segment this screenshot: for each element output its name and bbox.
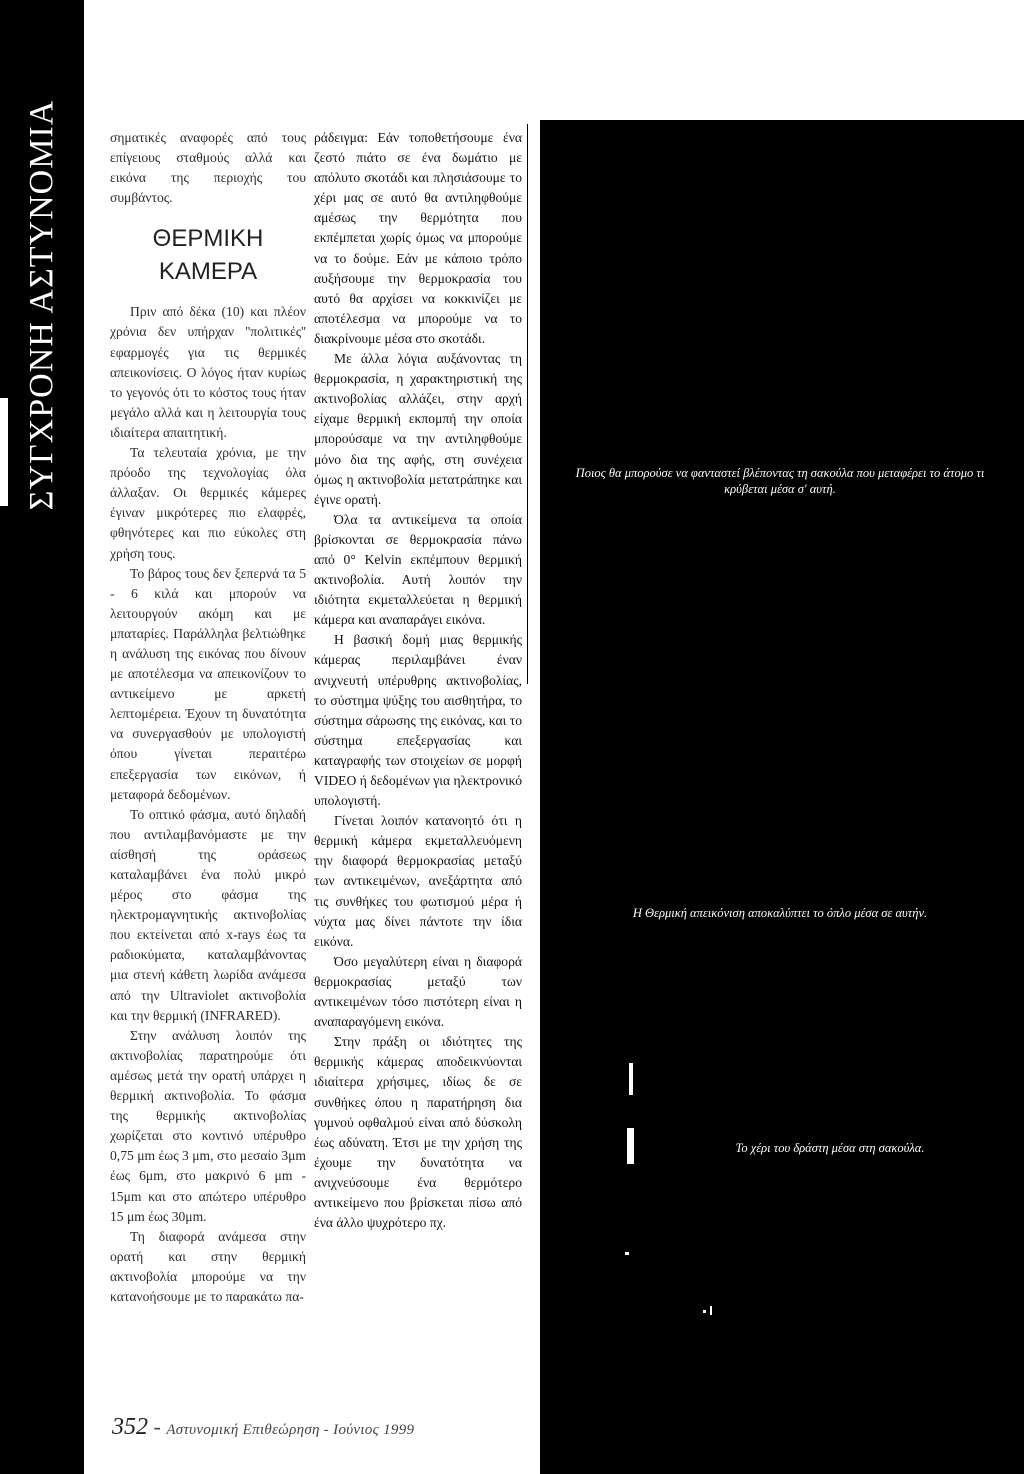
intro-paragraph: σηματικές αναφορές από τους επίγειους σταθμούς αλλά και εικόνα της περιοχής του συμβάντος. [110,130,306,206]
paragraph: Το βάρος τους δεν ξεπερνά τα 5 - 6 κιλά και μπορούν να λειτουργούν ακόμη και με μπαταρίες. Παράλληλα βελτιώθηκε η ανάλυση της εικόνας που δίνουν με αποτέλεσμα να απεικονίζουν το αντικείμενο με αρκετή λεπτομέρεια. Έχουν τη δυνατότητα να συνεργασθούν με υπολογιστή όπου γίνεται περαιτέρω επεξεργασία των εικόνων, ή μεταφορά δεδομένων. [110,565,306,802]
photo-panel [540,120,1024,1474]
section-sidebar [0,0,84,1474]
paragraph: Στην πράξη οι ιδιότητες της θερμικής κάμερας αποδεικνύονται ιδιαίτερα χρήσιμες, ιδίως δε σε συνθήκες όπου η παρατήρηση δια γυμνού οφθαλμού είναι από δύσκολη έως αδύνατη. Έτσι με την χρήση της έχουμε την δυνατότητα να ανιχνεύσουμε ένα θερμότερο αντικείμενο που βρίσκεται πίσω από ένα άλλο ψυχρότερο πχ. [314,1034,522,1231]
article-heading [110,222,306,288]
photo-caption-1: Ποιος θα μπορούσε να φανταστεί βλέποντας τη σακούλα που μεταφέρει το άτομο τι κρύβεται μέσα σ' αυτή. [575,466,985,496]
article-column-1 [110,128,306,1307]
paragraph: Γίνεται λοιπόν κατανοητό ότι η θερμική κάμερα εκμεταλλευόμενη την διαφορά θερμοκρασίας μεταξύ των αντικειμένων, ανεξάρτητα από τις συνθήκες του φωτισμού μέρα ή νύχτα μας δίνει πάντοτε την ίδια εικόνα. [314,813,522,949]
publication-source: Αστυνομική Επιθεώρηση - Ιούνιος 1999 [166,1422,415,1438]
photo-caption-2: Η Θερμική απεικόνιση αποκαλύπτει το όπλο μέσα σε αυτήν. [632,906,928,920]
section-title: ΣΥΓΧΡΟΝΗ ΑΣΤΥΝΟΜΙΑ [23,99,60,511]
paragraph: Στην ανάλυση λοιπόν της ακτινοβολίας παρατηρούμε ότι αμέσως μετά την ορατή υπάρχει η θερμική ακτινοβολία. Το φάσμα της θερμικής ακτινοβολίας χωρίζεται στο κοντινό υπέρυθρο 0,75 μm έως 3 μm, στο μεσαίο 3μm έως 6μm, στο μακρινό 6 μm - 15μm και στο απώτερο υπέρυθρο 15 μm έως 30μm. [110,1027,306,1224]
paragraph: ράδειγμα: Εάν τοποθετήσουμε ένα ζεστό πιάτο σε ένα δωμάτιο με απόλυτο σκοτάδι και πλησιάσουμε το χέρι μας σε αυτό θα αντιληφθούμε αμέσως την θερμότητα που εκπέμπεται χωρίς όμως να μπορούμε να το δούμε. Εάν με κάποιο τρόπο αυξήσουμε την θερμοκρασία του αυτό θα αρχίσει να κοκκινίζει με αποτέλεσμα να μπορούμε να το διακρίνουμε μέσα στο σκοτάδι. [314,130,522,346]
column-divider [527,124,528,684]
paragraph: Η βασική δομή μιας θερμικής κάμερας περιλαμβάνει έναν ανιχνευτή υπέρυθρης ακτινοβολίας, το σύστημα ψύξης του αισθητήρα, το σύστημα σάρωσης της εικόνας, και το σύστημα επεξεργασίας και καταγραφής των στοιχείων σε μορφή VIDEO ή δεδομένων για ηλεκτρονικό υπολογιστή. [314,632,522,809]
photo-highlight [629,1063,633,1095]
paragraph: Πριν από δέκα (10) και πλέον χρόνια δεν υπήρχαν ''πολιτικές'' εφαρμογές για τις θερμικές απεικονίσεις. Ο λόγος ήταν κυρίως το γεγονός ότι το κόστος τους ήταν μεγάλο αλλά και η λειτουργία τους ιδιαίτερα απαιτητική. [110,304,306,440]
paragraph: Τη διαφορά ανάμεσα στην ορατή και στην θερμική ακτινοβολία μπορούμε να την κατανοήσουμε με το παρακάτω πα- [110,1228,306,1304]
photo-highlight [703,1310,706,1313]
page-footer [112,1414,414,1441]
sidebar-tick [0,398,8,506]
footer-separator: - [148,1414,167,1439]
photo-highlight [627,1128,634,1164]
paragraph: Το οπτικό φάσμα, αυτό δηλαδή που αντιλαμβανόμαστε με την αίσθησή της οράσεως καταλαμβάνει ένα πολύ μικρό μέρος στο φάσμα της ηλεκτρομαγνητικής ακτινοβολίας που εκτείνεται από x-rays έως τα ραδιοκύματα, καταλαμβάνοντας μια στενή κάθετη λωρίδα ανάμεσα από την Ultraviolet ακτινοβολία και την θερμική (INFRARED). [110,806,306,1023]
photo-highlight [625,1252,629,1255]
paragraph: Τα τελευταία χρόνια, με την πρόοδο της τεχνολογίας όλα άλλαξαν. Οι θερμικές κάμερες έγιναν μικρότερες πιο ελαφρές, φθηνότερες και πιο εύκολες στη χρήση τους. [110,445,306,561]
heading-line-1: ΘΕΡΜΙΚΗ [152,225,264,253]
article-column-2 [314,128,522,1233]
paragraph: Με άλλα λόγια αυξάνοντας τη θερμοκρασία, η χαρακτηριστική της ακτινοβολίας αλλάζει, στην αρχή είχαμε θερμική εκπομπή την οποία μπορούσαμε να την αντιληφθούμε μόνο δια της αφής, στη συνέχεια όμως η ακτινοβολία μετατράπηκε και έγινε ορατή. [314,351,522,507]
photo-caption-3: Το χέρι του δράστη μέσα στη σακούλα. [735,1141,925,1155]
paragraph: Όσο μεγαλύτερη είναι η διαφορά θερμοκρασίας μεταξύ των αντικειμένων τόσο πιστότερη είναι η αναπαραγόμενη εικόνα. [314,953,522,1030]
heading-line-2: ΚΑΜΕΡΑ [158,258,258,286]
paragraph: Όλα τα αντικείμενα τα οποία βρίσκονται σε θερμοκρασία πάνω από 0° Kelvin εκπέμπουν θερμική ακτινοβολία. Αυτή λοιπόν την ιδιότητα εκμεταλλεύεται η θερμική κάμερα και αναπαράγει εικόνα. [314,511,522,628]
page-number: 352 [112,1414,148,1440]
photo-highlight [710,1306,712,1315]
